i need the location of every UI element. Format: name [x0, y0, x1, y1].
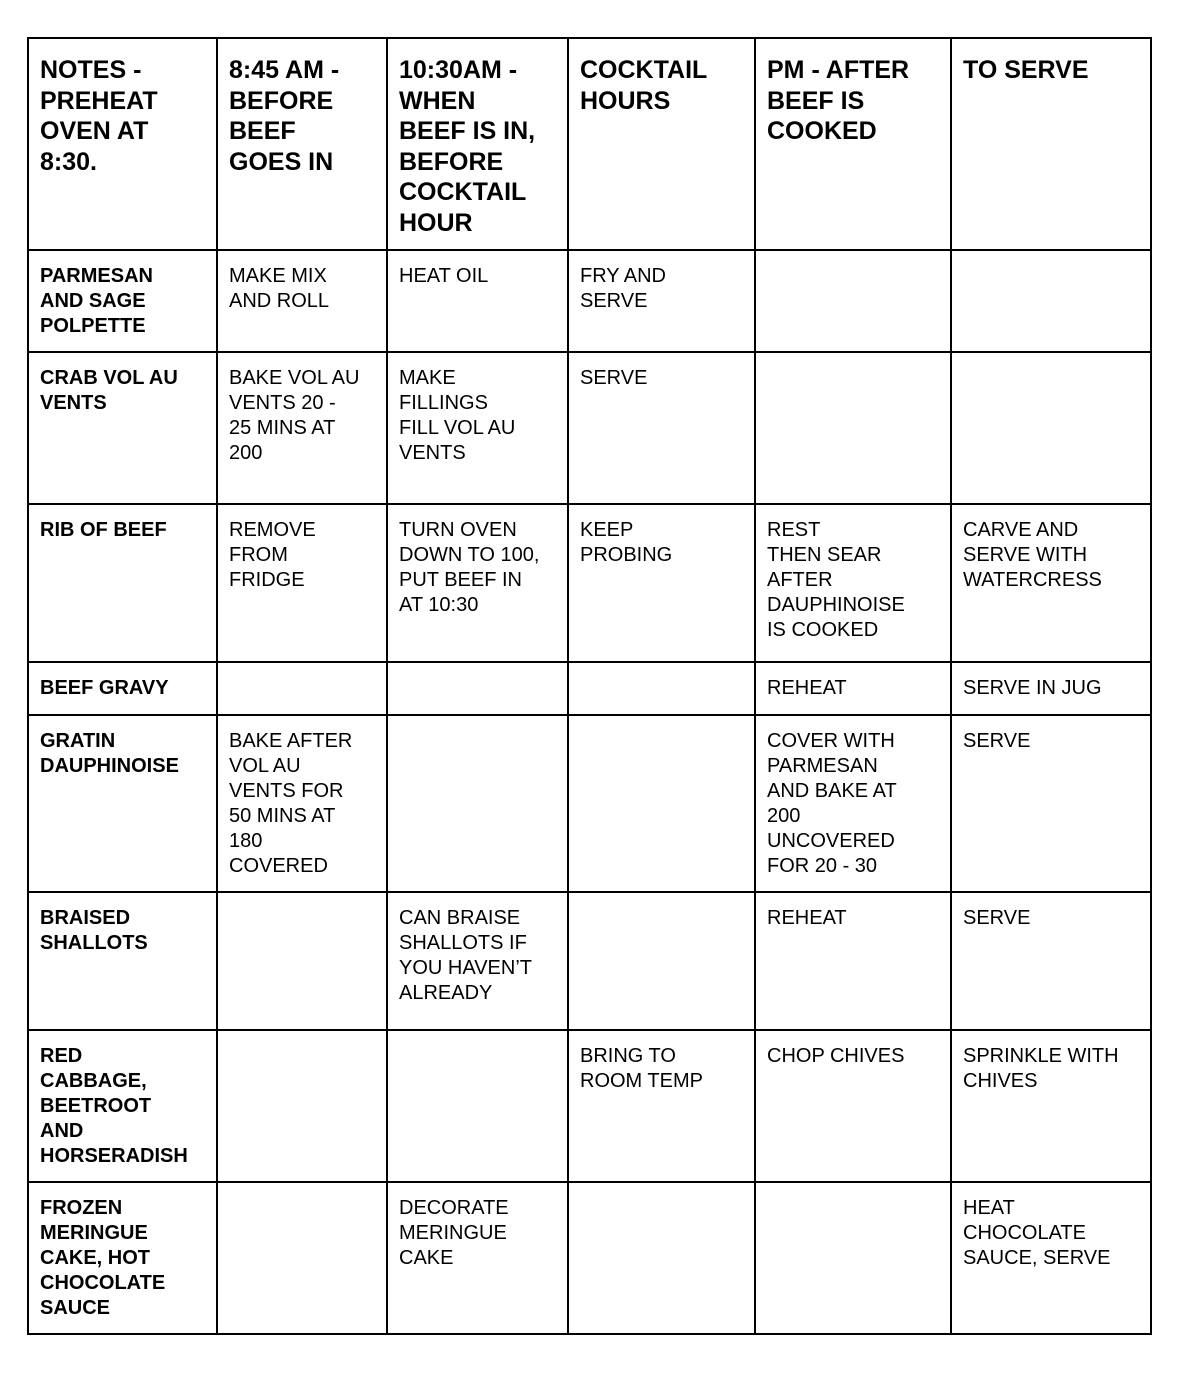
cell-text: SERVE IN JUG — [963, 677, 1102, 699]
cell-text: CARVE AND SERVE WITH WATERCRESS — [963, 519, 1102, 591]
cell-text: REHEAT — [767, 907, 847, 929]
cell-text: HEAT CHOCOLATE SAUCE, SERVE — [963, 1197, 1111, 1269]
table-cell — [755, 715, 951, 892]
dish-cell — [28, 352, 217, 504]
cell-text: BRING TO ROOM TEMP — [580, 1045, 703, 1092]
header-pm-after-beef — [755, 38, 951, 250]
dish-name: BRAISED SHALLOTS — [40, 907, 148, 954]
cell-text: HEAT OIL — [399, 265, 489, 287]
table-cell — [217, 1182, 387, 1334]
table-cell — [568, 662, 755, 715]
table-cell — [568, 892, 755, 1030]
dish-cell — [28, 1030, 217, 1182]
header-text: PM - AFTER BEEF IS COOKED — [767, 56, 910, 145]
cell-text: KEEP PROBING — [580, 519, 673, 566]
table-cell — [951, 715, 1151, 892]
table-row — [28, 352, 1151, 504]
table-cell — [951, 1030, 1151, 1182]
table-cell — [568, 1030, 755, 1182]
cell-text: SERVE — [963, 907, 1031, 929]
table-cell — [387, 1030, 568, 1182]
table-cell — [387, 250, 568, 352]
table-cell — [387, 715, 568, 892]
table-cell — [387, 504, 568, 662]
dish-cell — [28, 715, 217, 892]
dish-name: PARMESAN AND SAGE POLPETTE — [40, 265, 153, 337]
cell-text: COVER WITH PARMESAN AND BAKE AT 200 UNCOVERED FOR 20 - 30 — [767, 730, 897, 877]
table-row — [28, 1182, 1151, 1334]
dish-cell — [28, 1182, 217, 1334]
table-cell — [951, 1182, 1151, 1334]
table-cell — [568, 504, 755, 662]
cell-text: FRY AND SERVE — [580, 265, 666, 312]
table-cell — [755, 662, 951, 715]
table-row — [28, 892, 1151, 1030]
table-cell — [568, 352, 755, 504]
cell-text: REST THEN SEAR AFTER DAUPHINOISE IS COOKED — [767, 519, 905, 641]
header-cocktail-hours — [568, 38, 755, 250]
table-cell — [951, 662, 1151, 715]
dish-name: BEEF GRAVY — [40, 677, 169, 699]
dish-cell — [28, 662, 217, 715]
table-row — [28, 715, 1151, 892]
header-text: 8:45 AM - BEFORE BEEF GOES IN — [229, 56, 340, 176]
table-row — [28, 250, 1151, 352]
table-row — [28, 662, 1151, 715]
table-cell — [217, 1030, 387, 1182]
table-cell — [951, 504, 1151, 662]
cell-text: CAN BRAISE SHALLOTS IF YOU HAVEN’T ALREADY — [399, 907, 532, 1004]
dish-name: RED CABBAGE, BEETROOT AND HORSERADISH — [40, 1045, 188, 1167]
header-text: COCKTAIL HOURS — [580, 56, 708, 115]
header-845am — [217, 38, 387, 250]
cell-text: BAKE AFTER VOL AU VENTS FOR 50 MINS AT 180 COVERED — [229, 730, 353, 877]
table-cell — [755, 892, 951, 1030]
dish-name: FROZEN MERINGUE CAKE, HOT CHOCOLATE SAUCE — [40, 1197, 166, 1319]
cell-text: SPRINKLE WITH CHIVES — [963, 1045, 1119, 1092]
table-cell — [755, 352, 951, 504]
table-row — [28, 1030, 1151, 1182]
header-to-serve — [951, 38, 1151, 250]
header-text: 10:30AM - WHEN BEEF IS IN, BEFORE COCKTAIL HOUR — [399, 56, 536, 237]
table-cell — [217, 504, 387, 662]
table-cell — [568, 715, 755, 892]
cell-text: SERVE — [580, 367, 648, 389]
header-text: NOTES - PREHEAT OVEN AT 8:30. — [40, 56, 158, 176]
table-row — [28, 504, 1151, 662]
cell-text: REMOVE FROM FRIDGE — [229, 519, 316, 591]
dish-name: GRATIN DAUPHINOISE — [40, 730, 179, 777]
dish-name: RIB OF BEEF — [40, 519, 167, 541]
table-cell — [951, 250, 1151, 352]
header-text: TO SERVE — [963, 56, 1089, 84]
cell-text: DECORATE MERINGUE CAKE — [399, 1197, 509, 1269]
cell-text: BAKE VOL AU VENTS 20 - 25 MINS AT 200 — [229, 367, 360, 464]
table-cell — [755, 1182, 951, 1334]
table-cell — [387, 662, 568, 715]
table-cell — [755, 504, 951, 662]
table-cell — [217, 715, 387, 892]
table-cell — [755, 250, 951, 352]
cell-text: MAKE MIX AND ROLL — [229, 265, 330, 312]
cell-text: CHOP CHIVES — [767, 1045, 905, 1067]
table-cell — [387, 1182, 568, 1334]
dish-cell — [28, 504, 217, 662]
table-cell — [217, 352, 387, 504]
cell-text: SERVE — [963, 730, 1031, 752]
table-cell — [755, 1030, 951, 1182]
dish-cell — [28, 892, 217, 1030]
cell-text: MAKE FILLINGS FILL VOL AU VENTS — [399, 367, 516, 464]
table-cell — [387, 352, 568, 504]
dish-cell — [28, 250, 217, 352]
dish-name: CRAB VOL AU VENTS — [40, 367, 178, 414]
cell-text: TURN OVEN DOWN TO 100, PUT BEEF IN AT 10:30 — [399, 519, 540, 616]
table-cell — [568, 250, 755, 352]
table-cell — [387, 892, 568, 1030]
table-cell — [217, 892, 387, 1030]
header-row — [28, 38, 1151, 250]
header-notes — [28, 38, 217, 250]
table-cell — [217, 250, 387, 352]
prep-schedule-table — [27, 37, 1152, 1335]
header-1030am — [387, 38, 568, 250]
table-cell — [568, 1182, 755, 1334]
table-cell — [951, 352, 1151, 504]
table-cell — [951, 892, 1151, 1030]
cell-text: REHEAT — [767, 677, 847, 699]
table-cell — [217, 662, 387, 715]
